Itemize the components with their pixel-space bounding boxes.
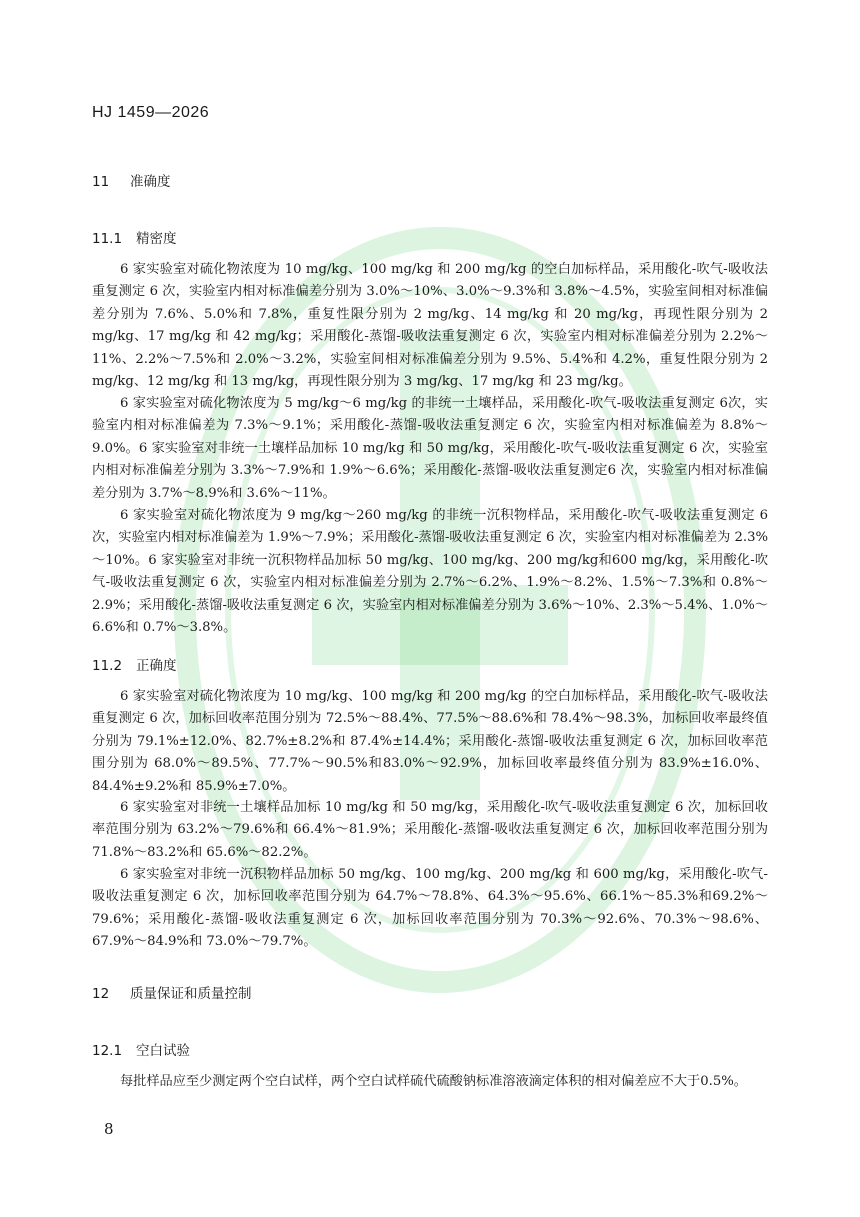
section-title: 空白试验 <box>136 1043 190 1059</box>
section-title: 质量保证和质量控制 <box>130 986 252 1002</box>
section-number: 12 <box>92 986 110 1002</box>
section-11-1-heading <box>92 227 177 247</box>
section-11-2-heading <box>92 654 177 674</box>
section-number: 11 <box>92 174 110 190</box>
section-title: 准确度 <box>130 174 171 190</box>
paragraph: 6 家实验室对非统一沉积物样品加标 50 mg/kg、100 mg/kg、200 mg/kg 和 600 mg/kg，采用酸化-吹气-吸收法重复测定 6 次，加标回收率范围分别为 64.7%～78.8%、64.3%～95.6%、66.1%～85.3%和69.2%～79.6%；采用酸化-蒸馏-吸收法重复测定 6 次，加标回收率范围分别为 70.3%～92.6%、70.3%～98.6%、67.9%～84.9%和 73.0%～79.7%。 <box>92 867 768 950</box>
section-number: 11.1 <box>92 231 123 247</box>
paragraph: 6 家实验室对硫化物浓度为 5 mg/kg～6 mg/kg 的非统一土壤样品，采用酸化-吹气-吸收法重复测定 6次，实验室内相对标准偏差为 7.3%～9.1%；采用酸化-蒸馏-吸收法重复测定 6 次，实验室内相对标准偏差为 8.8%～9.0%。6 家实验室对非统一土壤样品加标 10 mg/kg 和 50 mg/kg，采用酸化-吹气-吸收法重复测定 6 次，实验室内相对标准偏差分别为 3.3%～7.9%和 1.9%～6.6%；采用酸化-蒸馏-吸收法重复测定6 次，实验室内相对标准偏差分别为 3.7%～8.9%和 3.6%～11%。 <box>92 396 768 501</box>
section-11-heading <box>92 170 171 190</box>
paragraph: 6 家实验室对硫化物浓度为 10 mg/kg、100 mg/kg 和 200 mg/kg 的空白加标样品，采用酸化-吹气-吸收法重复测定 6 次，加标回收率范围分别为 72.5%～88.4%、77.5%～88.6%和 78.4%～98.3%，加标回收率最终值分别为 79.1%±12.0%、82.7%±8.2%和 87.4%±14.4%；采用酸化-蒸馏-吸收法重复测定 6 次，加标回收率范围分别为 68.0%～89.5%、77.7%～90.5%和83.0%～92.9%，加标回收率最终值分别为 83.9%±16.0%、84.4%±9.2%和 85.9%±7.0%。 <box>92 689 768 794</box>
page-number: 8 <box>104 1120 114 1138</box>
paragraph: 每批样品应至少测定两个空白试样，两个空白试样硫代硫酸钠标准溶液滴定体积的相对偏差应不大于0.5%。 <box>120 1074 747 1089</box>
paragraph: 6 家实验室对非统一土壤样品加标 10 mg/kg 和 50 mg/kg，采用酸化-吹气-吸收法重复测定 6 次，加标回收率范围分别为 63.2%～79.6%和 66.4%～81.9%；采用酸化-蒸馏-吸收法重复测定 6 次，加标回收率范围分别为 71.8%～83.2%和 65.6%～82.2%。 <box>92 800 768 860</box>
paragraph: 6 家实验室对硫化物浓度为 10 mg/kg、100 mg/kg 和 200 mg/kg 的空白加标样品，采用酸化-吹气-吸收法重复测定 6 次，实验室内相对标准偏差分别为 3.0%～10%、3.0%～9.3%和 3.8%～4.5%，实验室间相对标准偏差分别为 7.6%、5.0%和 7.8%，重复性限分别为 2 mg/kg、14 mg/kg 和 20 mg/kg，再现性限分别为 2 mg/kg、17 mg/kg 和 42 mg/kg；采用酸化-蒸馏-吸收法重复测定 6 次，实验室内相对标准偏差分别为 2.2%～11%、2.2%～7.5%和 2.0%～3.2%，实验室间相对标准偏差分别为 9.5%、5.4%和 4.2%，重复性限分别为 2 mg/kg、12 mg/kg 和 13 mg/kg，再现性限分别为 3 mg/kg、17 mg/kg 和 23 mg/kg。 <box>92 262 768 390</box>
section-12-1-heading <box>92 1039 190 1059</box>
section-12-heading <box>92 982 252 1002</box>
section-number: 11.2 <box>92 658 123 674</box>
paragraph: 6 家实验室对硫化物浓度为 9 mg/kg～260 mg/kg 的非统一沉积物样品，采用酸化-吹气-吸收法重复测定 6 次，实验室内相对标准偏差为 1.9%～7.9%；采用酸化-蒸馏-吸收法重复测定 6 次，实验室内相对标准偏差为 2.3%～10%。6 家实验室对非统一沉积物样品加标 50 mg/kg、100 mg/kg、200 mg/kg和600 mg/kg，采用酸化-吹气-吸收法重复测定 6 次，实验室内相对标准偏差分别为 2.7%～6.2%、1.9%～8.2%、1.5%～7.3%和 0.8%～2.9%；采用酸化-蒸馏-吸收法重复测定 6 次，实验室内相对标准偏差分别为 3.6%～10%、2.3%～5.4%、1.0%～6.6%和 0.7%～3.8%。 <box>92 508 768 636</box>
section-number: 12.1 <box>92 1043 123 1059</box>
section-title: 正确度 <box>136 658 177 674</box>
standard-code: HJ 1459—2026 <box>92 104 210 121</box>
section-title: 精密度 <box>136 231 177 247</box>
